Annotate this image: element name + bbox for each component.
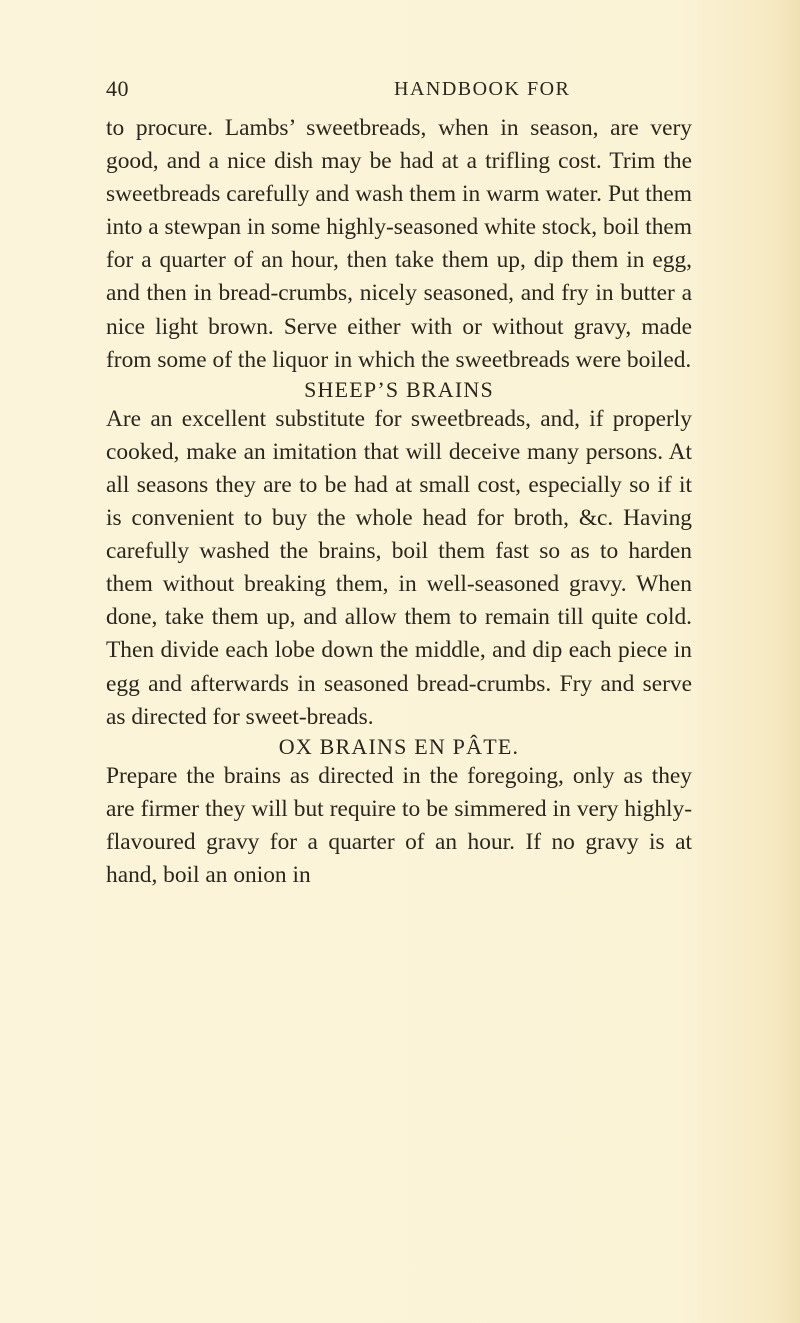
ox-brains-paragraph: Prepare the brains as directed in the foregoing, only as they are firmer they will but require to be simmered in very highly-flavoured gravy for a quarter of an hour. If no gravy is at hand, boil an onion in bbox=[106, 762, 692, 888]
sheep-brains-paragraph: Are an excellent substitute for sweetbreads, and, if properly cooked, make an imitation that will deceive many persons. At all seasons they are to be had at small cost, especially so if it is convenient to buy the whole head for broth, &c. Having carefully washed the brains, boil them fast so as to harden them without breaking them, in well-seasoned gravy. When done, take them up, and allow them to remain till quite cold. Then divide each lobe down the middle, and dip each piece in egg and afterwards in seasoned bread-crumbs. Fry and serve as directed for sweet-breads. bbox=[106, 405, 692, 730]
page-header bbox=[106, 76, 696, 106]
page-number: 40 bbox=[106, 76, 129, 101]
ox-brains-heading: OX BRAINS EN PÂTE. bbox=[278, 733, 520, 759]
running-head: HANDBOOK FOR bbox=[394, 78, 571, 100]
page-body bbox=[106, 112, 692, 892]
sheep-brains-heading: SHEEP’S BRAINS bbox=[304, 376, 494, 402]
intro-paragraph: to procure. Lambs’ sweetbreads, when in season, are very good, and a nice dish may be had at a trifling cost. Trim the sweetbreads carefully and wash them in warm water. Put them into a stewpan in some highly-seasoned white stock, boil them for a quarter of an hour, then take them up, dip them in egg, and then in bread-crumbs, nicely seasoned, and fry in butter a nice light brown. Serve either with or without gravy, made from some of the liquor in which the sweetbreads were boiled. bbox=[106, 115, 692, 373]
